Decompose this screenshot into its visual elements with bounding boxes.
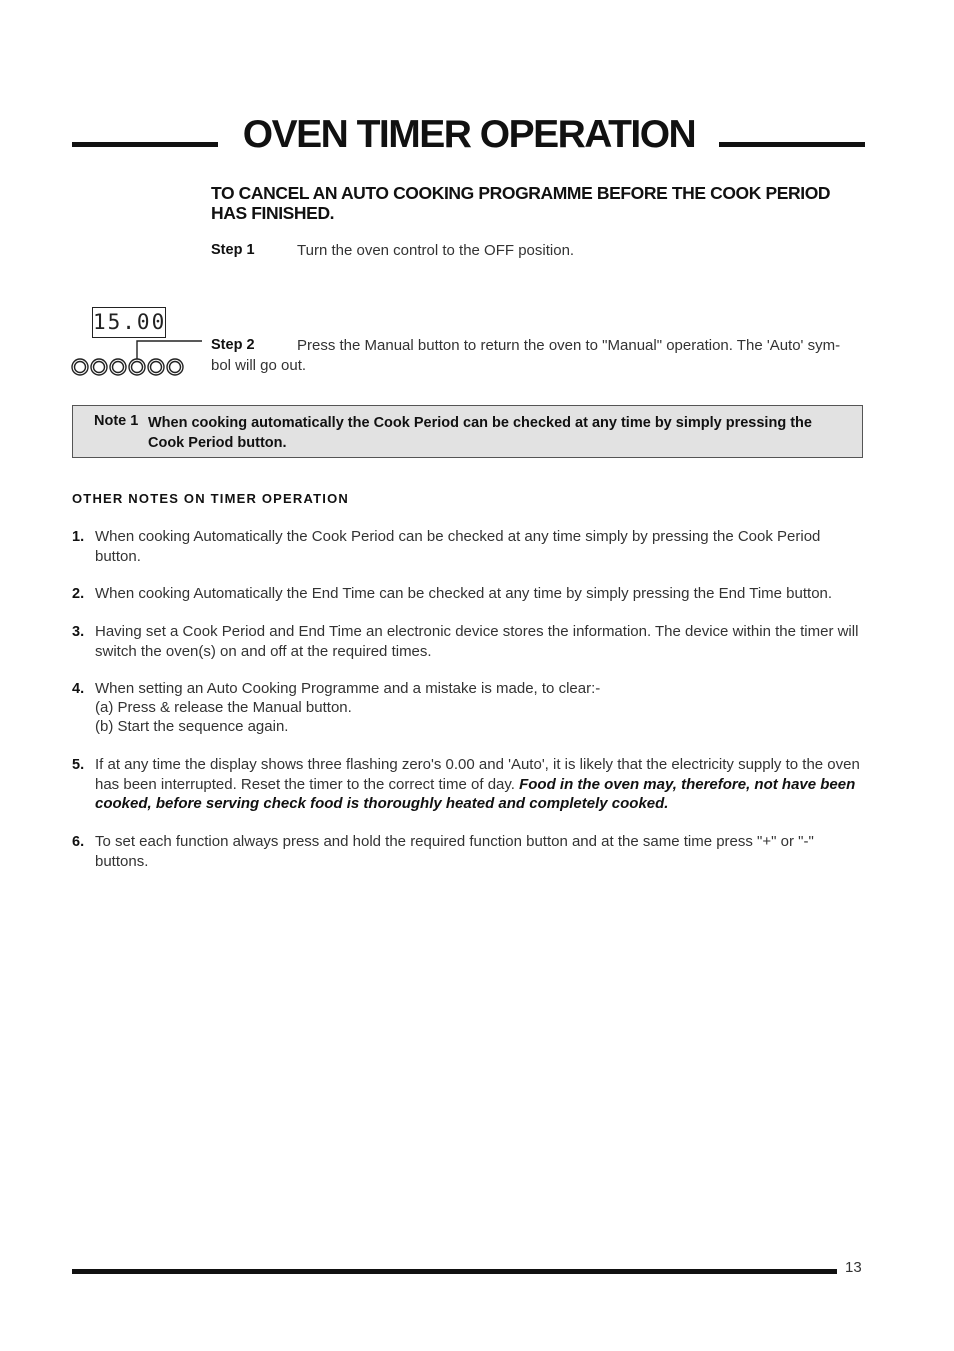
other-notes-heading: OTHER NOTES ON TIMER OPERATION bbox=[72, 491, 349, 506]
note-item-text: When cooking Automatically the Cook Period can be checked at any time simply by pressing the Cook Period button. bbox=[95, 528, 821, 565]
note-item-4-line3: (b) Start the sequence again. bbox=[95, 718, 289, 735]
note-item-number: 6. bbox=[72, 834, 85, 850]
footer-rule bbox=[72, 1269, 837, 1274]
note-label: Note 1 bbox=[94, 413, 139, 429]
timer-display: 15.00 bbox=[92, 307, 166, 338]
note-item-number: 5. bbox=[72, 757, 85, 773]
note-item-4-line1: When setting an Auto Cooking Programme and a mistake is made, to clear:- bbox=[95, 680, 601, 697]
note-item-text: When cooking Automatically the End Time can be checked at any time by simply pressing the End Time button. bbox=[95, 585, 833, 602]
note-item-number: 3. bbox=[72, 624, 85, 640]
note-item-5-warning: Food in the oven may, therefore, not have been cooked, before serving check food is thoroughly heated and completely cooked. bbox=[95, 775, 856, 812]
page-number: 13 bbox=[845, 1259, 862, 1276]
step2-text-line1: Press the Manual button to return the oven to "Manual" operation. The 'Auto' sym- bbox=[297, 337, 841, 354]
note-item-number: 4. bbox=[72, 681, 85, 697]
step2-text-line2: bol will go out. bbox=[211, 357, 307, 374]
section-heading: TO CANCEL AN AUTO COOKING PROGRAMME BEFORE THE COOK PERIOD HAS FINISHED. bbox=[211, 183, 831, 223]
note-box bbox=[72, 405, 863, 458]
note-item-text bbox=[95, 755, 867, 814]
title-rule-left bbox=[72, 142, 218, 147]
step2-label: Step 2 bbox=[211, 337, 255, 353]
note-item-text: Having set a Cook Period and End Time an electronic device stores the information. The device within the timer will switch the oven(s) on and off at the required times. bbox=[95, 623, 859, 660]
timer-buttons-illustration bbox=[66, 336, 206, 378]
manual-button-pointer bbox=[137, 341, 202, 359]
note-item-5-text: If at any time the display shows three flashing zero's 0.00 and 'Auto', it is likely that the electricity supply to the oven has been interrupted. Reset the timer to the correct time of day. bbox=[95, 756, 860, 793]
note-item-4-line2: (a) Press & release the Manual button. bbox=[95, 699, 352, 716]
note-item-number: 1. bbox=[72, 529, 85, 545]
title-rule-right bbox=[719, 142, 865, 147]
step1-label: Step 1 bbox=[211, 242, 255, 258]
note-text: When cooking automatically the Cook Period can be checked at any time by simply pressing the Cook Period button. bbox=[148, 415, 812, 451]
note-item-number: 2. bbox=[72, 586, 85, 602]
note-item-text: To set each function always press and hold the required function button and at the same time press "+" or "-" buttons. bbox=[95, 833, 814, 870]
step1-text: Turn the oven control to the OFF position. bbox=[297, 242, 575, 259]
page-title: OVEN TIMER OPERATION bbox=[242, 113, 696, 156]
